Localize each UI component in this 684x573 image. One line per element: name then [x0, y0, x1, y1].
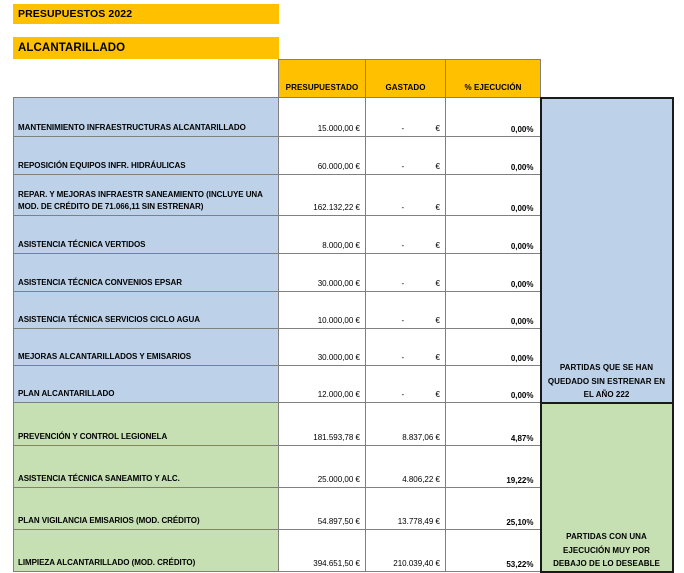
- cell-ejecucion: 4,87%: [446, 403, 541, 446]
- row-label: MEJORAS ALCANTARILLADOS Y EMISARIOS: [14, 329, 279, 366]
- cell-presupuestado: 8.000,00 €: [279, 216, 366, 254]
- row-label: ASISTENCIA TÉCNICA SANEAMITO Y ALC.: [14, 446, 279, 488]
- row-label: ASISTENCIA TÉCNICA VERTIDOS: [14, 216, 279, 254]
- cell-gastado-dash: -: [401, 353, 405, 362]
- note-panel-ejecucion-baja: PARTIDAS CON UNA EJECUCIÓN MUY POR DEBAJO DE LO DESEABLE: [541, 403, 673, 572]
- row-label: PREVENCIÓN Y CONTROL LEGIONELA: [14, 403, 279, 446]
- cell-ejecucion: 0,00%: [446, 98, 541, 137]
- cell-gastado-unit: €: [435, 390, 440, 399]
- cell-presupuestado: 30.000,00 €: [279, 329, 366, 366]
- cell-ejecucion: 0,00%: [446, 216, 541, 254]
- header-cell-presupuestado: PRESUPUESTADO: [279, 60, 366, 98]
- cell-gastado-dash: -: [401, 124, 405, 133]
- cell-presupuestado: 181.593,78 €: [279, 403, 366, 446]
- title-banner-alcantarillado-label: ALCANTARILLADO: [18, 42, 126, 54]
- cell-ejecucion: 53,22%: [446, 530, 541, 572]
- cell-ejecucion: 0,00%: [446, 329, 541, 366]
- header-cell-ejecucion: % EJECUCIÓN: [446, 60, 541, 98]
- title-banner-presupuestos-label: PRESUPUESTOS 2022: [18, 8, 133, 20]
- cell-gastado: 4.806,22 €: [366, 446, 446, 488]
- cell-gastado-dash: -: [401, 162, 405, 171]
- cell-gastado: [366, 216, 446, 254]
- cell-presupuestado: 54.897,50 €: [279, 488, 366, 530]
- cell-gastado: 13.778,49 €: [366, 488, 446, 530]
- cell-ejecucion: 0,00%: [446, 137, 541, 175]
- cell-gastado-dash: -: [401, 279, 405, 288]
- row-label: MANTENIMIENTO INFRAESTRUCTURAS ALCANTARILLADO: [14, 98, 279, 137]
- cell-gastado-unit: €: [435, 162, 440, 171]
- cell-gastado-unit: €: [435, 316, 440, 325]
- cell-presupuestado: 30.000,00 €: [279, 254, 366, 292]
- table-row[interactable]: [14, 98, 673, 137]
- title-banner-alcantarillado: [13, 37, 279, 59]
- cell-gastado-dash: -: [401, 241, 405, 250]
- cell-gastado-unit: €: [435, 241, 440, 250]
- header-cell-note: [541, 60, 673, 98]
- cell-gastado-dash: -: [401, 390, 405, 399]
- cell-gastado-unit: €: [435, 353, 440, 362]
- cell-gastado-unit: €: [435, 124, 440, 133]
- cell-presupuestado: 15.000,00 €: [279, 98, 366, 137]
- row-label: LIMPIEZA ALCANTARILLADO (MOD. CRÉDITO): [14, 530, 279, 572]
- row-label: ASISTENCIA TÉCNICA CONVENIOS EPSAR: [14, 254, 279, 292]
- cell-ejecucion: 0,00%: [446, 292, 541, 329]
- table-row[interactable]: [14, 403, 673, 446]
- cell-gastado-dash: -: [401, 316, 405, 325]
- row-label: REPAR. Y MEJORAS INFRAESTR SANEAMIENTO (INCLUYE UNA MOD. DE CRÉDITO DE 71.066,11 SIN ESTRENAR): [14, 175, 279, 216]
- cell-gastado: [366, 175, 446, 216]
- cell-ejecucion: 0,00%: [446, 366, 541, 403]
- cell-gastado-unit: €: [435, 203, 440, 212]
- cell-presupuestado: 25.000,00 €: [279, 446, 366, 488]
- cell-gastado: [366, 366, 446, 403]
- cell-gastado: [366, 292, 446, 329]
- cell-presupuestado: 394.651,50 €: [279, 530, 366, 572]
- cell-gastado: [366, 98, 446, 137]
- cell-gastado-unit: €: [435, 279, 440, 288]
- cell-gastado: [366, 137, 446, 175]
- cell-gastado: 8.837,06 €: [366, 403, 446, 446]
- cell-ejecucion: 0,00%: [446, 175, 541, 216]
- row-label: PLAN ALCANTARILLADO: [14, 366, 279, 403]
- row-label: ASISTENCIA TÉCNICA SERVICIOS CICLO AGUA: [14, 292, 279, 329]
- cell-presupuestado: 10.000,00 €: [279, 292, 366, 329]
- row-label: PLAN VIGILANCIA EMISARIOS (MOD. CRÉDITO): [14, 488, 279, 530]
- cell-gastado: [366, 254, 446, 292]
- title-banner-presupuestos: [13, 4, 279, 24]
- cell-gastado-dash: -: [401, 203, 405, 212]
- cell-ejecucion: 0,00%: [446, 254, 541, 292]
- cell-presupuestado: 12.000,00 €: [279, 366, 366, 403]
- budget-table: [13, 59, 674, 573]
- cell-ejecucion: 25,10%: [446, 488, 541, 530]
- cell-presupuestado: 60.000,00 €: [279, 137, 366, 175]
- cell-ejecucion: 19,22%: [446, 446, 541, 488]
- header-cell-gastado: GASTADO: [366, 60, 446, 98]
- header-cell-label: [14, 60, 279, 98]
- row-label: REPOSICIÓN EQUIPOS INFR. HIDRÁULICAS: [14, 137, 279, 175]
- table-header-row: [14, 60, 673, 98]
- cell-gastado: 210.039,40 €: [366, 530, 446, 572]
- table-body: [14, 98, 673, 572]
- cell-gastado: [366, 329, 446, 366]
- note-panel-sin-estrenar: PARTIDAS QUE SE HAN QUEDADO SIN ESTRENAR EN EL AÑO 222: [541, 98, 673, 403]
- cell-presupuestado: 162.132,22 €: [279, 175, 366, 216]
